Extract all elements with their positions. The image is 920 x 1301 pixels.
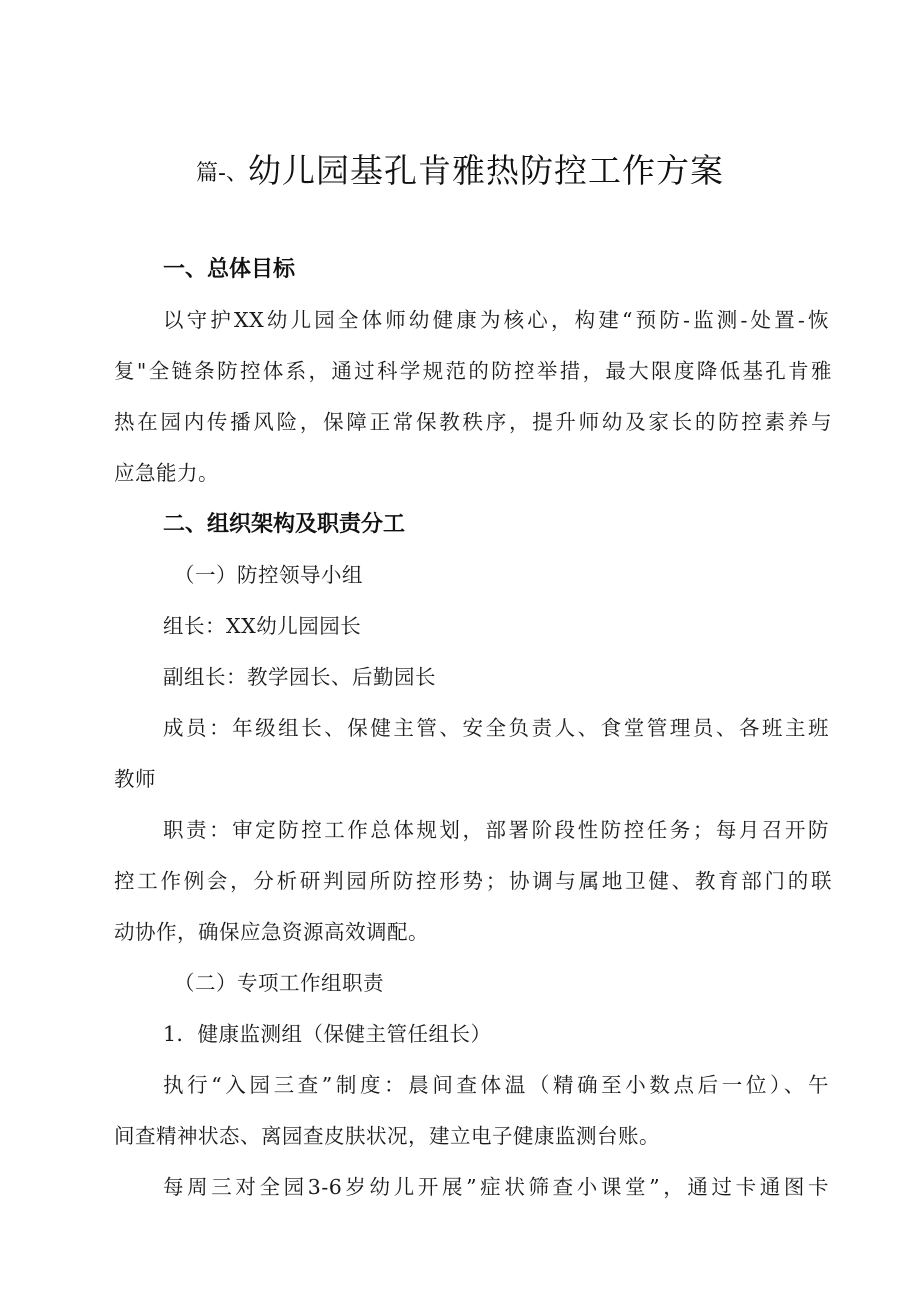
paragraph-line: 热在园内传播风险，保障正常保教秩序，提升师幼及家长的防控素养与 <box>114 410 832 434</box>
subsection-heading-workgroups: （二）专项工作组职责 <box>174 971 384 995</box>
paragraph-line: 应急能力。 <box>114 461 219 485</box>
deputy-line: 副组长：教学园长、后勤园长 <box>163 665 436 689</box>
section-heading-organization: 二、组织架构及职责分工 <box>163 512 406 537</box>
section-heading-goals: 一、总体目标 <box>163 257 296 282</box>
item-line: 执行“入园三查”制度：晨间查体温（精确至小数点后一位）、午 <box>163 1073 829 1097</box>
item-line: 间查精神状态、离园查皮肤状况，建立电子健康监测台账。 <box>114 1124 660 1148</box>
members-line: 成员：年级组长、保健主管、安全负责人、食堂管理员、各班主班 <box>163 716 829 740</box>
leader-line: 组长：XX幼儿园园长 <box>163 614 362 638</box>
duty-line: 控工作例会，分析研判园所防控形势；协调与属地卫健、教育部门的联 <box>114 869 832 893</box>
members-line: 教师 <box>114 767 156 791</box>
paragraph-line: 复"全链条防控体系，通过科学规范的防控举措，最大限度降低基孔肯雅 <box>114 359 832 383</box>
title-text: 幼儿园基孔肯雅热防控工作方案 <box>247 151 724 190</box>
duty-line: 职责：审定防控工作总体规划，部署阶段性防控任务；每月召开防 <box>163 818 829 842</box>
subsection-heading-leadership: （一）防控领导小组 <box>174 563 363 587</box>
duty-line: 动协作，确保应急资源高效调配。 <box>114 920 429 944</box>
document-title <box>0 145 920 192</box>
paragraph-line: 以守护XX幼儿园全体师幼健康为核心，构建“预防-监测-处置-恢 <box>163 308 829 332</box>
title-prefix: 篇-、 <box>196 161 248 186</box>
item-heading-health-monitoring: 1．健康监测组（保健主管任组长） <box>163 1022 492 1046</box>
item-line: 每周三对全园3-6岁幼儿开展”症状筛查小课堂”，通过卡通图卡 <box>163 1175 829 1199</box>
